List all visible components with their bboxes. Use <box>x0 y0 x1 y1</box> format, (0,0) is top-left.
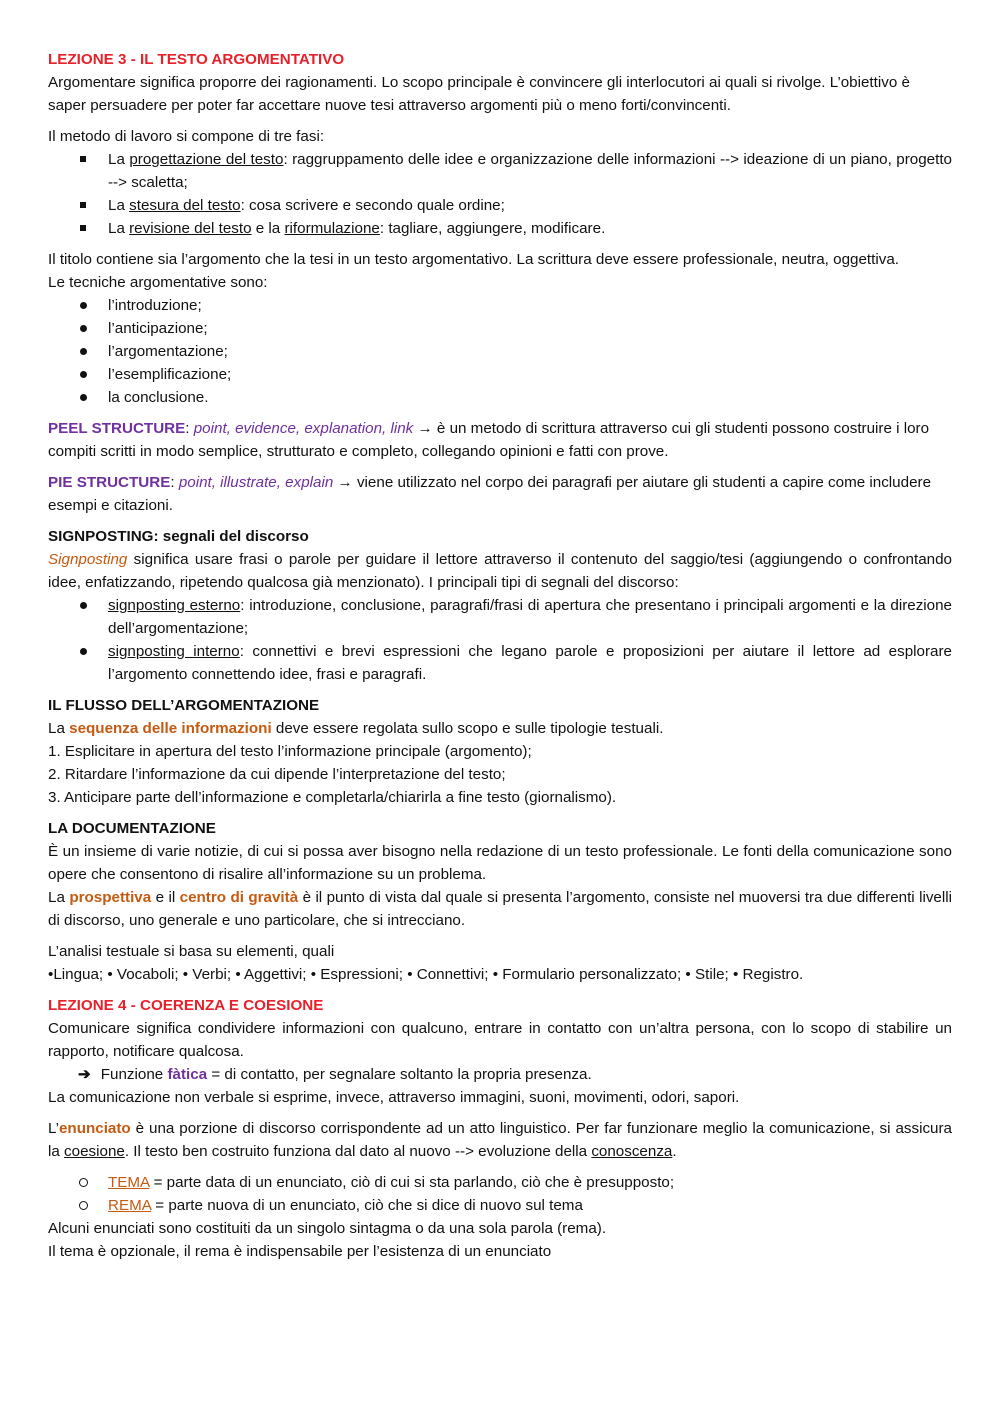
square-bullet-icon <box>80 156 86 162</box>
flow-title: IL FLUSSO DELL’ARGOMENTAZIONE <box>48 697 320 714</box>
document-page <box>48 48 952 1263</box>
square-bullet-icon <box>80 225 86 231</box>
circle-bullet-icon <box>79 1201 88 1210</box>
list-item: l’argomentazione; <box>48 340 952 363</box>
title-paragraph: Il titolo contiene sia l’argomento che la tesi in un testo argomentativo. La scrittura deve essere professionale, neutra, oggettiva. <box>48 251 899 268</box>
techniques-intro: Le tecniche argomentative sono: <box>48 274 268 291</box>
signposting-list <box>48 594 952 686</box>
lesson4-title: LEZIONE 4 - COERENZA E COESIONE <box>48 997 324 1014</box>
signposting-title: SIGNPOSTING: segnali del discorso <box>48 528 309 545</box>
arrow-right-icon: → <box>333 474 357 491</box>
bullet-icon <box>80 371 87 378</box>
signposting-paragraph: Signposting significa usare frasi o parole per guidare il lettore attraverso il contenuto del saggio/tesi (aggiungendo o confrontando idee, enfatizzando, ripetendo qualcosa già menzionato). I principali tipi di segnali del discorso: <box>48 551 952 591</box>
documentation-paragraph: È un insieme di varie notizie, di cui si possa aver bisogno nella redazione di un testo professionale. Le fonti della comunicazione sono opere che consentono di risalire all’informazione su un problema. <box>48 843 952 883</box>
lesson3-title: LEZIONE 3 - IL TESTO ARGOMENTATIVO <box>48 51 345 68</box>
bullet-icon <box>80 394 87 401</box>
lesson4-intro: Comunicare significa condividere informazioni con qualcuno, entrare in contatto con un’altra persona, con lo scopo di stabilire un rapporto, notificare qualcosa. <box>48 1020 952 1060</box>
tema-rema-list <box>48 1171 952 1217</box>
flow-item-1: 1. Esplicitare in apertura del testo l’informazione principale (argomento); <box>48 743 532 760</box>
lesson3-intro: Argomentare significa proporre dei ragionamenti. Lo scopo principale è convincere gli interlocutori ai quali si rivolge. L’obiettivo è saper persuadere per poter far accettare nuove tesi attraverso argomenti più o meno forti/convincenti. <box>48 74 910 114</box>
pie-paragraph: PIE STRUCTURE: point, illustrate, explain → viene utilizzato nel corpo dei paragrafi per aiutare gli studenti a capire come includere esempi e citazioni. <box>48 474 932 514</box>
enunciato-paragraph: L’enunciato è una porzione di discorso corrispondente ad un atto linguistico. Per far funzionare meglio la comunicazione, si assicura la coesione. Il testo ben costruito funziona dal dato al nuovo --> evoluzione della conoscenza. <box>48 1120 952 1160</box>
method-intro: Il metodo di lavoro si compone di tre fasi: <box>48 128 325 145</box>
perspective-paragraph: La prospettiva e il centro di gravità è il punto di vista dal quale si presenta l’argomento, consiste nel muoversi tra due differenti livelli di discorso, uno generale e uno particolare, che si intrecciano. <box>48 889 953 929</box>
list-item: La progettazione del testo: raggruppamento delle idee e organizzazione delle informazioni --> ideazione di un piano, progetto --> scaletta; <box>48 148 952 194</box>
list-item: La stesura del testo: cosa scrivere e secondo quale ordine; <box>48 194 952 217</box>
phatic-function-line: ➔ Funzione fàtica = di contatto, per segnalare soltanto la propria presenza. <box>78 1066 592 1083</box>
list-item: la conclusione. <box>48 386 952 409</box>
nonverbal-paragraph: La comunicazione non verbale si esprime, invece, attraverso immagini, suoni, movimenti, odori, sapori. <box>48 1089 740 1106</box>
arrow-right-icon: ➔ <box>78 1066 91 1083</box>
list-item: REMA = parte nuova di un enunciato, ciò che si dice di nuovo sul tema <box>48 1194 952 1217</box>
list-item: signposting interno: connettivi e brevi espressioni che legano parole e proposizioni per aiutare il lettore ad esplorare l’argomento connettendo idee, frasi e paragrafi. <box>48 640 952 686</box>
bullet-icon <box>80 325 87 332</box>
flow-item-2: 2. Ritardare l’informazione da cui dipende l’interpretazione del testo; <box>48 766 506 783</box>
list-item: l’anticipazione; <box>48 317 952 340</box>
list-item: signposting esterno: introduzione, conclusione, paragrafi/frasi di apertura che presentano i principali argomenti e la direzione dell’argomentazione; <box>48 594 952 640</box>
list-item: La revisione del testo e la riformulazione: tagliare, aggiungere, modificare. <box>48 217 952 240</box>
final-paragraph-2: Il tema è opzionale, il rema è indispensabile per l’esistenza di un enunciato <box>48 1243 552 1260</box>
analysis-list: •Lingua; • Vocaboli; • Verbi; • Aggettivi; • Espressioni; • Connettivi; • Formulario personalizzato; • Stile; • Registro. <box>48 966 804 983</box>
bullet-icon <box>80 302 87 309</box>
peel-paragraph: PEEL STRUCTURE: point, evidence, explanation, link → è un metodo di scrittura attraverso cui gli studenti possono costruire i loro compiti scritti in modo semplice, strutturato e completo, collegando opinioni e fatti con prove. <box>48 420 930 460</box>
arrow-right-icon: → <box>413 420 437 437</box>
list-item: l’introduzione; <box>48 294 952 317</box>
list-item: l’esemplificazione; <box>48 363 952 386</box>
analysis-intro: L’analisi testuale si basa su elementi, quali <box>48 943 335 960</box>
flow-item-3: 3. Anticipare parte dell’informazione e completarla/chiarirla a fine testo (giornalismo). <box>48 789 617 806</box>
techniques-list <box>48 294 952 409</box>
square-bullet-icon <box>80 202 86 208</box>
bullet-icon <box>80 648 87 655</box>
bullet-icon <box>80 348 87 355</box>
method-phases-list <box>48 148 952 240</box>
documentation-title: LA DOCUMENTAZIONE <box>48 820 216 837</box>
final-paragraph-1: Alcuni enunciati sono costituiti da un singolo sintagma o da una sola parola (rema). <box>48 1220 607 1237</box>
flow-paragraph: La sequenza delle informazioni deve essere regolata sullo scopo e sulle tipologie testuali. <box>48 720 664 737</box>
list-item: TEMA = parte data di un enunciato, ciò di cui si sta parlando, ciò che è presupposto; <box>48 1171 952 1194</box>
circle-bullet-icon <box>79 1178 88 1187</box>
bullet-icon <box>80 602 87 609</box>
